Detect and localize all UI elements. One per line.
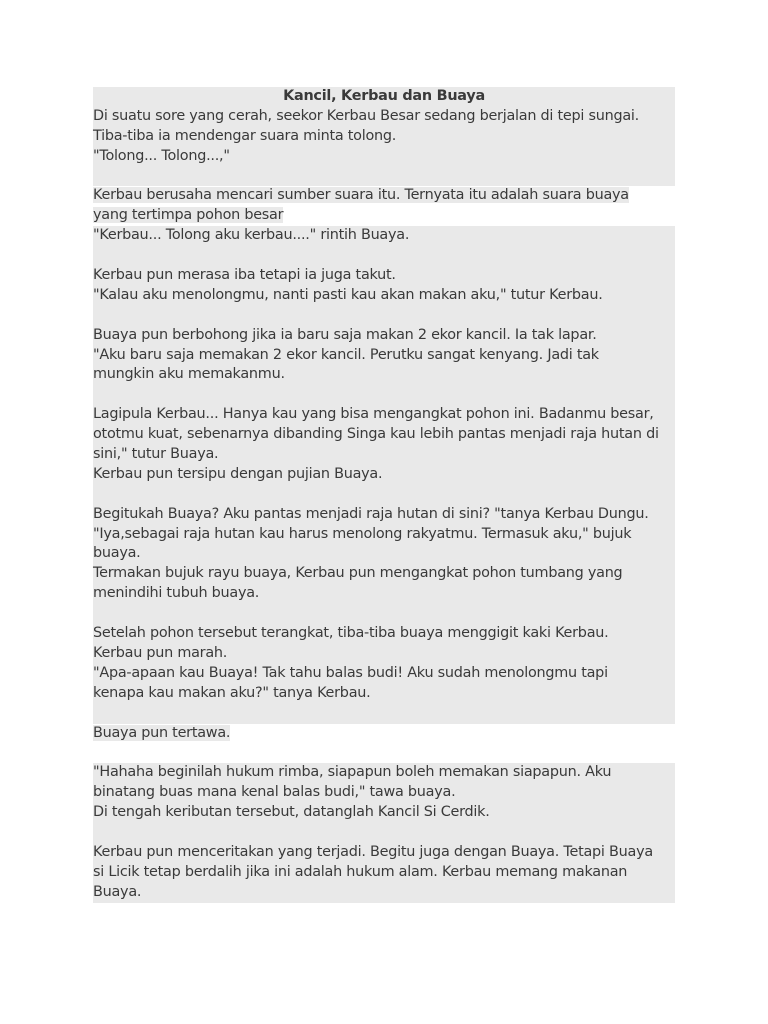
- text-line: ototmu kuat, sebenarnya dibanding Singa kau lebih pantas menjadi raja hutan di: [93, 426, 659, 443]
- text-line-content: yang tertimpa pohon besar: [93, 207, 284, 224]
- text-line: Di tengah keributan tersebut, datanglah Kancil Si Cerdik.: [93, 804, 490, 821]
- document-page: [93, 87, 675, 903]
- story-block-opening: [93, 87, 675, 186]
- block5-lines: [93, 763, 675, 902]
- text-line-content: Buaya pun tertawa.: [93, 724, 231, 741]
- text-line: kenapa kau makan aku?" tanya Kerbau.: [93, 684, 371, 701]
- text-line: Kerbau pun merasa iba tetapi ia juga takut.: [93, 267, 396, 284]
- text-line: "Tolong... Tolong...,": [93, 147, 230, 164]
- story-block-laugh: [93, 724, 675, 744]
- block2-lines: [93, 186, 675, 226]
- text-line: Buaya.: [93, 883, 142, 900]
- block1-lines: [93, 107, 675, 167]
- text-line: "Iya,sebagai raja hutan kau harus menolong rakyatmu. Termasuk aku," bujuk: [93, 525, 632, 542]
- blank-line: [93, 823, 675, 843]
- text-line: menindihi tubuh buaya.: [93, 585, 260, 602]
- text-line: buaya.: [93, 545, 141, 562]
- text-line: "Kalau aku menolongmu, nanti pasti kau akan makan aku," tutur Kerbau.: [93, 286, 603, 303]
- text-line: Buaya pun berbohong jika ia baru saja makan 2 ekor kancil. Ia tak lapar.: [93, 326, 597, 343]
- story-block-dialogue: [93, 226, 675, 723]
- block3-lines: [93, 226, 675, 723]
- text-line: mungkin aku memakanmu.: [93, 366, 285, 383]
- text-line: "Hahaha beginilah hukum rimba, siapapun boleh memakan siapapun. Aku: [93, 764, 612, 781]
- text-line: Setelah pohon tersebut terangkat, tiba-tiba buaya menggigit kaki Kerbau.: [93, 625, 609, 642]
- document-title: Kancil, Kerbau dan Buaya: [283, 88, 485, 104]
- text-line: sini," tutur Buaya.: [93, 446, 219, 463]
- text-line: Kerbau pun menceritakan yang terjadi. Begitu juga dengan Buaya. Tetapi Buaya: [93, 843, 653, 860]
- blank-line: [93, 704, 675, 724]
- blank-line: [93, 385, 675, 405]
- text-line: Lagipula Kerbau... Hanya kau yang bisa mengangkat pohon ini. Badanmu besar,: [93, 406, 654, 423]
- text-line: Kerbau pun tersipu dengan pujian Buaya.: [93, 465, 383, 482]
- text-line: [93, 724, 675, 744]
- text-line: "Apa-apaan kau Buaya! Tak tahu balas budi! Aku sudah menolongmu tapi: [93, 664, 608, 681]
- text-line: "Kerbau... Tolong aku kerbau...." rintih Buaya.: [93, 227, 410, 244]
- text-line: si Licik tetap berdalih jika ini adalah hukum alam. Kerbau memang makanan: [93, 863, 628, 880]
- blank-line: [93, 246, 675, 266]
- text-line: "Aku baru saja memakan 2 ekor kancil. Perutku sangat kenyang. Jadi tak: [93, 346, 599, 363]
- text-line: binatang buas mana kenal balas budi," tawa buaya.: [93, 784, 456, 801]
- text-line: Begitukah Buaya? Aku pantas menjadi raja hutan di sini? "tanya Kerbau Dungu.: [93, 505, 649, 522]
- text-line: Kerbau pun marah.: [93, 644, 228, 661]
- text-line-content: Kerbau berusaha mencari sumber suara itu. Ternyata itu adalah suara buaya: [93, 187, 629, 204]
- text-line: [93, 206, 675, 226]
- story-block-search: [93, 186, 675, 226]
- text-line: Tiba-tiba ia mendengar suara minta tolong.: [93, 127, 397, 144]
- blank-line: [93, 604, 675, 624]
- text-line: [93, 186, 675, 206]
- story-block-kancil: [93, 763, 675, 902]
- text-line: Di suatu sore yang cerah, seekor Kerbau Besar sedang berjalan di tepi sungai.: [93, 107, 639, 124]
- text-line: Termakan bujuk rayu buaya, Kerbau pun mengangkat pohon tumbang yang: [93, 565, 623, 582]
- blank-line: [93, 306, 675, 326]
- blank-line: [93, 485, 675, 505]
- block4-lines: [93, 724, 675, 744]
